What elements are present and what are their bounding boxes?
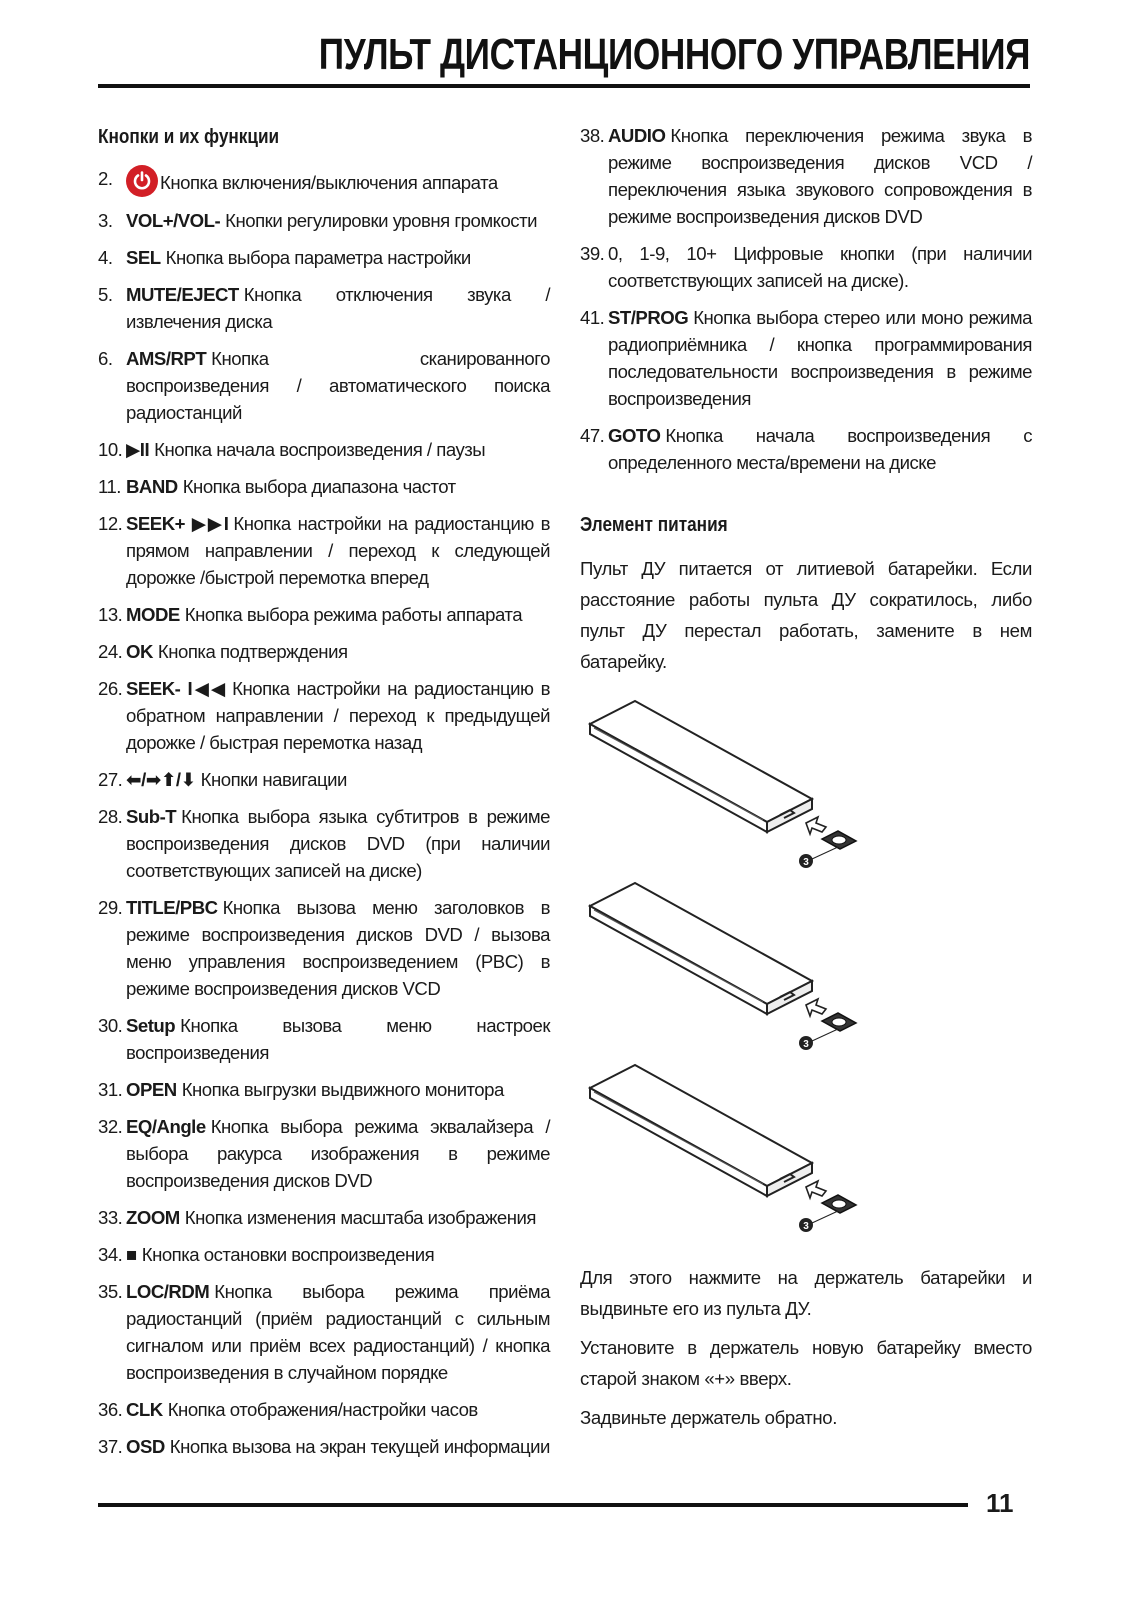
item-text xyxy=(126,1278,550,1386)
item-text xyxy=(126,1433,550,1460)
item-text xyxy=(608,240,1032,294)
page-title: ПУЛЬТ ДИСТАНЦИОННОГО УПРАВЛЕНИЯ xyxy=(318,30,1030,79)
item-text xyxy=(126,1012,550,1066)
button-description-item xyxy=(98,436,550,463)
item-text xyxy=(126,675,550,756)
button-key-label: AMS/RPT xyxy=(126,348,207,369)
button-description: Кнопка выбора режима приёма радиостанций (приём радиостанций с сильным сигналом или приём всех радиостанций) / кнопка воспроизведения в случайном порядке xyxy=(126,1281,550,1383)
button-key-label: Setup xyxy=(126,1015,176,1036)
item-number: 13. xyxy=(98,604,123,625)
button-key-label: MODE xyxy=(126,604,180,625)
item-number: 24. xyxy=(98,641,123,662)
item-text xyxy=(126,894,550,1002)
item-text xyxy=(126,165,550,197)
button-key-label: SEEK+ ▶▶I xyxy=(126,513,229,534)
page-number: 11 xyxy=(986,1488,1014,1518)
button-description: Кнопка включения/выключения аппарата xyxy=(160,172,498,193)
button-description-item xyxy=(98,601,550,628)
item-number: 37. xyxy=(98,1436,123,1457)
label-leader-line xyxy=(812,1029,838,1041)
button-description: Кнопка вызова меню настроек воспроизведения xyxy=(126,1015,550,1063)
item-number: 47. xyxy=(580,425,605,446)
battery-intro: Пульт ДУ питается от литиевой батарейки. Если расстояние работы пульта ДУ сократилось, либо пульт ДУ перестал работать, замените в нем батарейку. xyxy=(580,558,1032,672)
item-text xyxy=(126,473,550,500)
item-text xyxy=(126,207,550,234)
item-text xyxy=(126,281,550,335)
item-number: 31. xyxy=(98,1079,123,1100)
button-description-item xyxy=(98,1241,550,1268)
figure-label-text: 3 xyxy=(803,1039,809,1050)
button-description: Кнопка настройки на радиостанцию в обратном направлении / переход к предыдущей дорожке / быстрая перемотка назад xyxy=(126,678,550,753)
button-description: Кнопка переключения режима звука в режиме воспроизведения дисков VCD / переключения языка звукового сопровождения в режиме воспроизведения дисков DVD xyxy=(608,125,1032,227)
item-text xyxy=(126,1241,550,1268)
item-number: 41. xyxy=(580,307,605,328)
item-number: 32. xyxy=(98,1116,123,1137)
figure-label-text: 3 xyxy=(803,1221,809,1232)
button-key-label: OPEN xyxy=(126,1079,177,1100)
button-description-item xyxy=(98,165,550,197)
right-column xyxy=(580,118,1032,1441)
item-number: 2. xyxy=(98,168,113,189)
buttons-column xyxy=(98,118,550,1470)
button-description: Кнопка вызова меню заголовков в режиме воспроизведения дисков DVD / вызова меню управления воспроизведением (PBC) в режиме воспроизведения дисков VCD xyxy=(126,897,550,999)
button-description-item xyxy=(580,304,1032,412)
item-number: 33. xyxy=(98,1207,123,1228)
item-text xyxy=(126,1076,550,1103)
button-description-item xyxy=(98,1433,550,1460)
item-text xyxy=(126,436,550,463)
item-number: 35. xyxy=(98,1281,123,1302)
button-description: Кнопка отображения/настройки часов xyxy=(167,1399,478,1420)
button-description: Кнопка выбора диапазона частот xyxy=(182,476,456,497)
button-key-label: ▶II xyxy=(126,439,150,460)
battery-step-2: Установите в держатель новую батарейку вместо старой знаком «+» вверх. xyxy=(580,1337,1032,1389)
button-description-item xyxy=(580,240,1032,294)
item-number: 38. xyxy=(580,125,605,146)
title-rule xyxy=(98,84,1030,88)
button-description-item xyxy=(98,675,550,756)
button-key-label: TITLE/PBC xyxy=(126,897,218,918)
button-key-label: ⬅/➡⬆/⬇ xyxy=(126,769,196,790)
item-text xyxy=(126,601,550,628)
item-number: 3. xyxy=(98,210,113,231)
battery-replacement-figure-3 xyxy=(580,1063,1032,1238)
button-description-item xyxy=(98,766,550,793)
item-text xyxy=(126,510,550,591)
power-icon xyxy=(126,165,158,197)
label-leader-line xyxy=(812,1211,838,1223)
remote-top-face xyxy=(590,1065,812,1186)
item-number: 39. xyxy=(580,243,605,264)
button-description-item xyxy=(98,894,550,1002)
eject-arrow-icon xyxy=(806,1181,826,1198)
battery-step-1: Для этого нажмите на держатель батарейки и выдвиньте его из пульта ДУ. xyxy=(580,1267,1032,1319)
button-description-item xyxy=(98,510,550,591)
button-description-item xyxy=(98,1396,550,1423)
item-number: 29. xyxy=(98,897,123,918)
item-text xyxy=(608,122,1032,230)
button-description: Кнопка выбора режима работы аппарата xyxy=(184,604,523,625)
buttons-heading: Кнопки и их функции xyxy=(98,126,280,148)
item-number: 6. xyxy=(98,348,113,369)
item-number: 36. xyxy=(98,1399,123,1420)
button-description: Кнопка подтверждения xyxy=(157,641,348,662)
battery-illustrations xyxy=(580,699,1032,1244)
button-description-item xyxy=(580,422,1032,476)
button-description-item xyxy=(98,638,550,665)
button-key-label: OK xyxy=(126,641,153,662)
item-number: 27. xyxy=(98,769,123,790)
button-key-label: VOL+/VOL- xyxy=(126,210,221,231)
item-text xyxy=(126,1396,550,1423)
item-number: 34. xyxy=(98,1244,123,1265)
button-description-item xyxy=(580,122,1032,230)
button-description: Кнопка настройки на радиостанцию в прямом направлении / переход к следующей дорожке /быстрой перемотка вперед xyxy=(126,513,550,588)
item-number: 10. xyxy=(98,439,123,460)
button-description: Кнопка выбора параметра настройки xyxy=(165,247,471,268)
item-text xyxy=(126,345,550,426)
button-description-item xyxy=(98,207,550,234)
button-description: Кнопка отключения звука / извлечения диска xyxy=(126,284,550,332)
footer-rule xyxy=(98,1503,968,1507)
battery-replacement-figure-1 xyxy=(580,699,1032,874)
figure-label-text: 3 xyxy=(803,857,809,868)
button-key-label: ST/PROG xyxy=(608,307,689,328)
button-description: Кнопка выбора стерео или моно режима радиоприёмника / кнопка программирования последовательности воспроизведения в режиме воспроизведения xyxy=(608,307,1032,409)
button-key-label: LOC/RDM xyxy=(126,1281,210,1302)
button-key-label: SEL xyxy=(126,247,161,268)
button-description: Кнопка выгрузки выдвижного монитора xyxy=(181,1079,504,1100)
item-number: 5. xyxy=(98,284,113,305)
item-text xyxy=(126,803,550,884)
button-description-item xyxy=(98,244,550,271)
item-number: 28. xyxy=(98,806,123,827)
button-key-label: SEEK- I◀◀ xyxy=(126,678,228,699)
button-description: Кнопка выбора языка субтитров в режиме воспроизведения дисков DVD (при наличии соответствующих записей на диске) xyxy=(126,806,550,881)
item-text xyxy=(126,1113,550,1194)
button-description-item xyxy=(98,473,550,500)
button-description: Кнопка выбора режима эквалайзера / выбора ракурса изображения в режиме воспроизведения дисков DVD xyxy=(126,1116,550,1191)
battery-cell-icon xyxy=(832,1018,846,1026)
button-description: Кнопка изменения масштаба изображения xyxy=(184,1207,536,1228)
battery-heading: Элемент питания xyxy=(580,514,728,536)
button-key-label: AUDIO xyxy=(608,125,666,146)
button-description-item xyxy=(98,803,550,884)
item-number: 26. xyxy=(98,678,123,699)
button-key-label: OSD xyxy=(126,1436,165,1457)
buttons-list-continued xyxy=(580,122,1032,476)
button-key-label: MUTE/EJECT xyxy=(126,284,239,305)
button-description: Кнопка начала воспроизведения / паузы xyxy=(154,439,486,460)
button-description-item xyxy=(98,345,550,426)
button-description: Кнопки регулировки уровня громкости xyxy=(225,210,537,231)
battery-cell-icon xyxy=(832,1200,846,1208)
battery-replacement-figure-2 xyxy=(580,881,1032,1056)
button-description-item xyxy=(98,1113,550,1194)
remote-top-face xyxy=(590,883,812,1004)
eject-arrow-icon xyxy=(806,817,826,834)
button-description: Кнопка вызова на экран текущей информации xyxy=(169,1436,550,1457)
battery-cell-icon xyxy=(832,836,846,844)
button-description: Кнопка остановки воспроизведения xyxy=(141,1244,435,1265)
button-key-label: BAND xyxy=(126,476,178,497)
button-key-label: ■ xyxy=(126,1244,137,1265)
button-description-item xyxy=(98,1012,550,1066)
button-key-label: GOTO xyxy=(608,425,661,446)
item-text xyxy=(608,422,1032,476)
battery-step-3: Задвиньте держатель обратно. xyxy=(580,1407,837,1428)
buttons-list xyxy=(98,165,550,1460)
button-key-label: CLK xyxy=(126,1399,163,1420)
item-text xyxy=(126,638,550,665)
button-key-label: EQ/Angle xyxy=(126,1116,206,1137)
item-text xyxy=(126,244,550,271)
button-description-item xyxy=(98,1076,550,1103)
button-description: Кнопка начала воспроизведения с определенного места/времени на диске xyxy=(608,425,1032,473)
button-description-item xyxy=(98,1278,550,1386)
item-text xyxy=(126,1204,550,1231)
button-key-label: Sub-T xyxy=(126,806,177,827)
remote-top-face xyxy=(590,701,812,822)
button-description: Кнопка сканированного воспроизведения / автоматического поиска радиостанций xyxy=(126,348,550,423)
button-description: 0, 1-9, 10+ Цифровые кнопки (при наличии соответствующих записей на диске). xyxy=(608,243,1032,291)
item-text xyxy=(608,304,1032,412)
button-description: Кнопки навигации xyxy=(200,769,347,790)
item-number: 4. xyxy=(98,247,113,268)
button-key-label: ZOOM xyxy=(126,1207,180,1228)
label-leader-line xyxy=(812,847,838,859)
eject-arrow-icon xyxy=(806,999,826,1016)
item-number: 12. xyxy=(98,513,123,534)
item-number: 30. xyxy=(98,1015,123,1036)
button-description-item xyxy=(98,281,550,335)
button-description-item xyxy=(98,1204,550,1231)
item-number: 11. xyxy=(98,476,121,497)
item-text xyxy=(126,766,550,793)
